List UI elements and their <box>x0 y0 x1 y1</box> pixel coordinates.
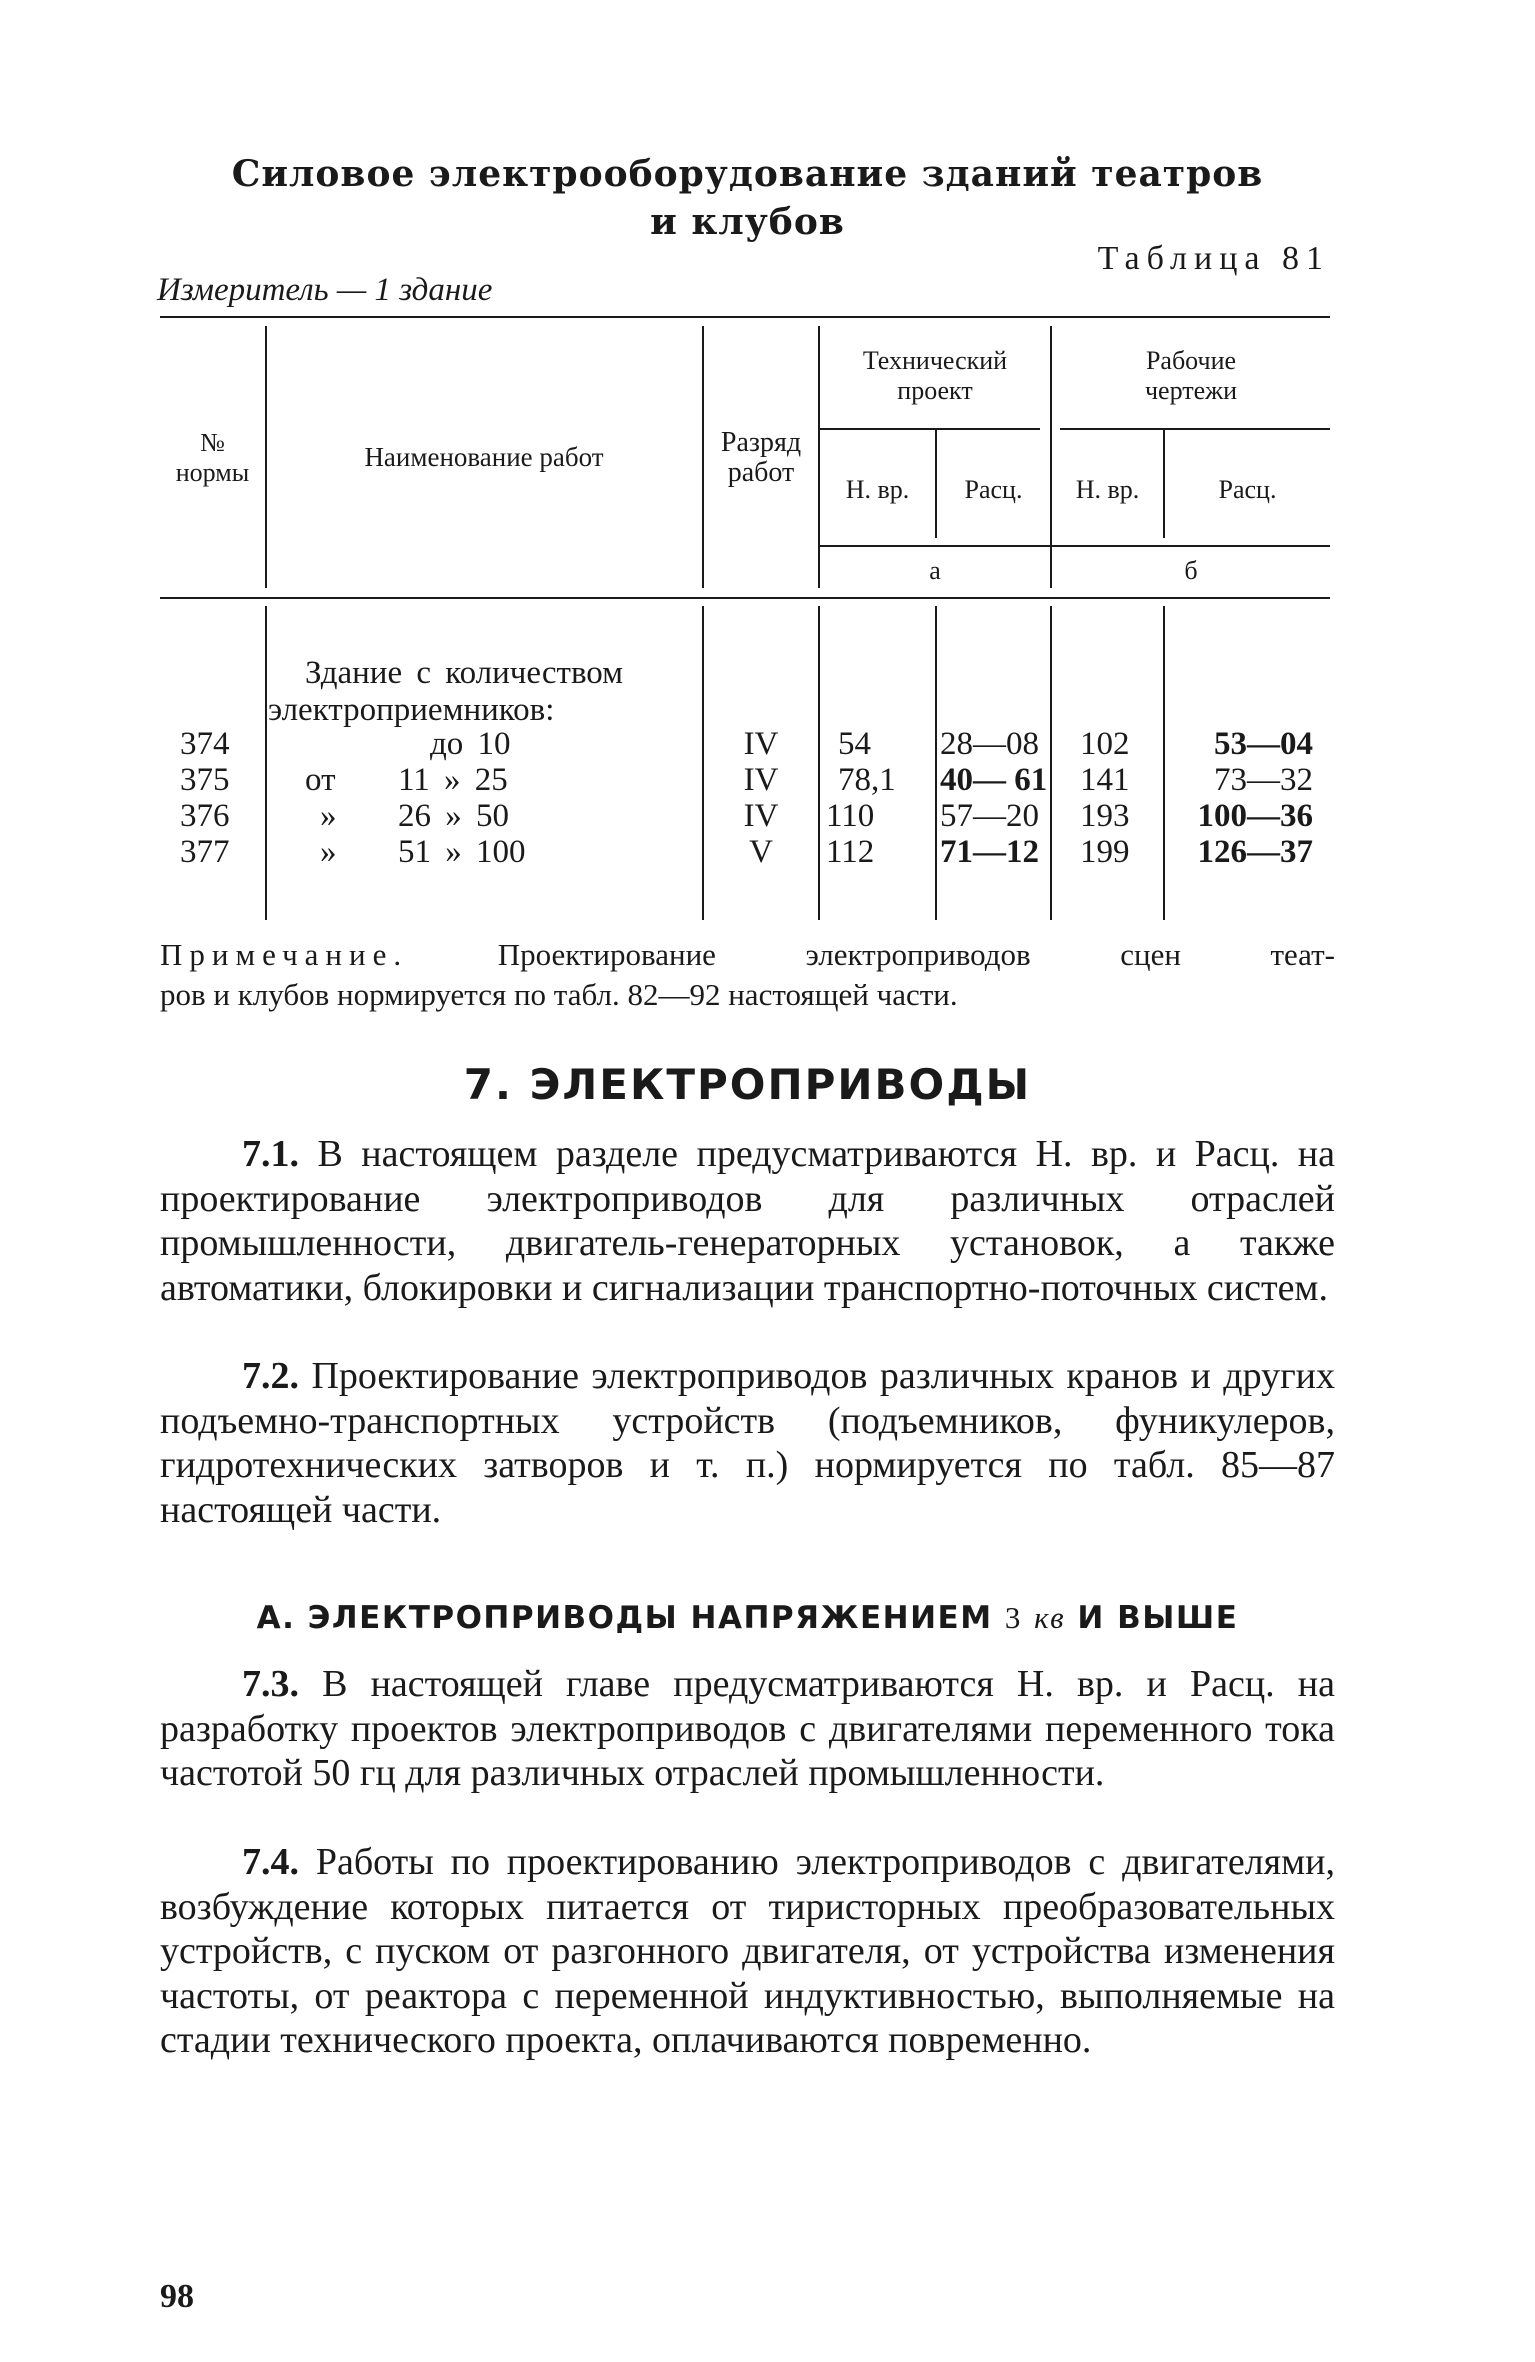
col-line-4-body <box>1050 606 1052 920</box>
tp-rasc: 40— 61 <box>940 762 1048 798</box>
work-prefix: » <box>320 834 337 870</box>
paragraph-number: 7.1. <box>242 1133 299 1175</box>
header-wd-nvr: Н. вр. <box>1075 475 1140 504</box>
table-note <box>160 935 1335 1015</box>
paragraph-text: Проектирование электроприводов различных кранов и других подъемно-транспортных устройств (подъемников, фуникулеров, гидротехнических затворов и т. п.) нормируется по табл. 85—87 настоящей части. <box>160 1355 1335 1531</box>
paragraph-number: 7.4. <box>242 1841 299 1883</box>
norm-no: 375 <box>180 762 230 798</box>
tp-nvr: 54 <box>838 726 871 762</box>
paragraph-text: В настоящей главе предусматриваются Н. вр. и Расц. на разработку проектов электроприводов с двигателями переменного тока частотой 50 гц для различных отраслей промышленности. <box>160 1663 1335 1794</box>
wd-nvr: 102 <box>1080 726 1130 762</box>
wd-nvr: 141 <box>1080 762 1130 798</box>
voltage-unit: кв <box>1034 1600 1066 1635</box>
work-range: 11 » 25 <box>398 762 508 798</box>
note-label: Примечание. <box>160 937 409 972</box>
tp-rasc: 28—08 <box>940 726 1039 762</box>
col-line-3-body <box>818 606 820 920</box>
table-header-bottom-rule <box>160 597 1330 599</box>
paragraph-7-3 <box>160 1662 1335 1796</box>
wd-rasc: 53—04 <box>1214 726 1313 762</box>
norm-no: 376 <box>180 798 230 834</box>
tp-rasc: 57—20 <box>940 798 1039 834</box>
work-range: до 10 <box>430 726 511 762</box>
wd-rasc: 100—36 <box>1197 798 1313 834</box>
ab-sub-rule <box>820 545 1330 547</box>
title-line-1: Силовое электрооборудование зданий театров <box>231 153 1264 195</box>
wd-sub-rule <box>1060 428 1330 430</box>
work-range: 26 » 50 <box>398 798 509 834</box>
section-heading: 7. ЭЛЕКТРОПРИВОДЫ <box>463 1060 1032 1109</box>
header-working-drawings: Рабочие чертежи <box>1144 346 1238 405</box>
norm-no: 374 <box>180 726 230 762</box>
tp-nvr: 78,1 <box>838 762 896 798</box>
group-label-line-2: электроприемников: <box>268 692 555 728</box>
work-prefix: от <box>305 762 336 798</box>
group-label-line-1: Здание с количеством <box>305 655 624 691</box>
grade: IV <box>743 762 779 798</box>
note-text-line-2: ров и клубов нормируется по табл. 82—92 настоящей части. <box>160 977 958 1012</box>
col-line-1-head <box>265 326 267 588</box>
wd-rasc: 73—32 <box>1214 762 1313 798</box>
tp-nvr: 112 <box>826 834 875 870</box>
header-tp-rasc: Расц. <box>964 475 1023 504</box>
paragraph-7-1 <box>160 1132 1335 1310</box>
paragraph-text: Работы по проектированию электроприводов с двигателями, возбуждение которых питается от тиристорных преобразовательных устройств, с пуском от разгонного двигателя, от устройства изменения частоты, от реактора с переменной индуктивностью, выполняемые на стадии технического проекта, оплачиваются повременно. <box>160 1841 1336 2061</box>
header-norm-no: № нормы <box>175 428 250 487</box>
note-text-line-1: Проектирование электроприводов сцен теат- <box>497 937 1335 972</box>
header-sub-a: а <box>929 556 941 585</box>
col-line-1-body <box>265 606 267 920</box>
measure-unit: Измеритель — 1 здание <box>157 272 493 308</box>
work-prefix: » <box>320 798 337 834</box>
col-line-2-head <box>702 326 704 588</box>
paragraph-7-4 <box>160 1840 1335 2063</box>
subsection-heading: А. ЭЛЕКТРОПРИВОДЫ НАПРЯЖЕНИЕМ 3 кв И ВЫШЕ <box>256 1600 1239 1636</box>
table-number: Таблица 81 <box>1097 240 1330 277</box>
tp-sub-rule <box>820 428 1040 430</box>
page-number: 98 <box>160 2278 194 2315</box>
tp-nvr: 110 <box>826 798 875 834</box>
wd-nvr: 199 <box>1080 834 1130 870</box>
paragraph-number: 7.2. <box>242 1355 299 1397</box>
title-line-2: и клубов <box>650 201 845 243</box>
paragraph-text: В настоящем разделе предусматриваются Н. вр. и Расц. на проектирование электроприводов для различных отраслей промышленности, двигатель-генераторных установок, а также автоматики, блокировки и сигнализации транспортно-поточных систем. <box>160 1133 1336 1309</box>
grade: V <box>749 834 773 870</box>
paragraph-7-2 <box>160 1354 1335 1532</box>
paragraph-number: 7.3. <box>242 1663 299 1705</box>
header-tp-nvr: Н. вр. <box>845 475 910 504</box>
wd-nvr: 193 <box>1080 798 1130 834</box>
header-wd-rasc: Расц. <box>1218 475 1277 504</box>
tp-rasc: 71—12 <box>940 834 1039 870</box>
header-tech-project: Технический проект <box>862 346 1008 405</box>
norm-no: 377 <box>180 834 230 870</box>
col-line-2-body <box>702 606 704 920</box>
table-top-rule <box>160 316 1330 318</box>
grade: IV <box>743 726 779 762</box>
wd-rasc: 126—37 <box>1197 834 1313 870</box>
voltage-value: 3 <box>1004 1600 1022 1635</box>
grade: IV <box>743 798 779 834</box>
work-range: 51 » 100 <box>398 834 526 870</box>
header-grade: Разряд работ <box>720 427 802 488</box>
header-sub-b: б <box>1184 556 1198 585</box>
header-work-name: Наименование работ <box>364 442 604 472</box>
table-title <box>160 150 1335 246</box>
col-line-5-body <box>935 606 937 920</box>
